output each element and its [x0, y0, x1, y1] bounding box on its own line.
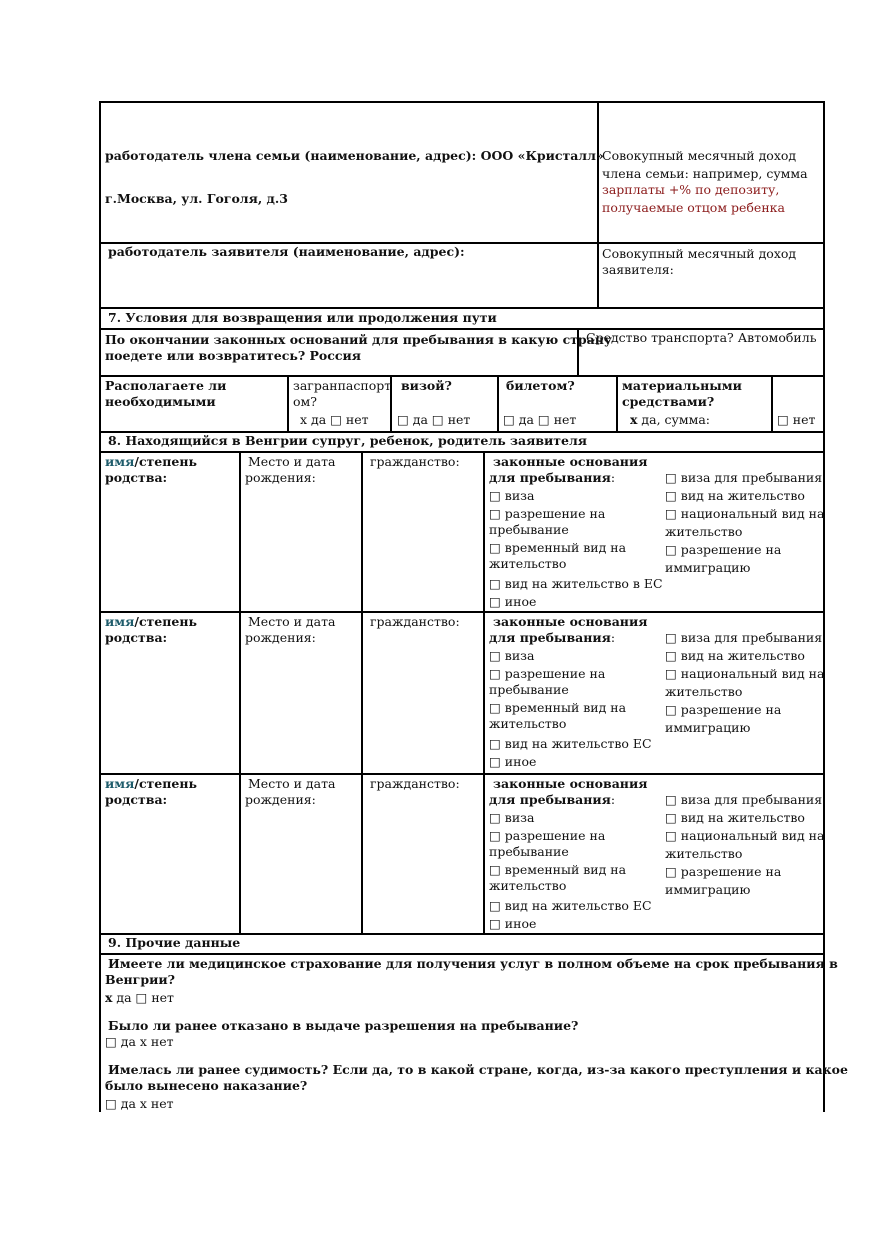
option-national-residence[interactable]: □ национальный вид на [665, 666, 825, 681]
option-immigration-2: иммиграцию [665, 720, 751, 735]
visa-label: визой? [401, 378, 452, 393]
option-immigration[interactable]: □ разрешение на [665, 864, 782, 879]
option-temporary-residence[interactable]: □ временный вид на [489, 862, 627, 877]
legal-grounds-label-2 [489, 791, 615, 808]
option-immigration-2: иммиграцию [665, 882, 751, 897]
grounds-stay: для пребывания [489, 470, 611, 485]
relative-name-label [105, 453, 197, 470]
option-stay-visa[interactable]: □ виза для пребывания [665, 630, 823, 645]
legal-grounds-label: законные основания [493, 776, 648, 791]
insurance-checkbox[interactable] [105, 989, 174, 1006]
employer-family-label: работодатель члена семьи (наименование, адрес): ООО «Кристалл» [105, 148, 604, 163]
ticket-label: билетом? [506, 378, 575, 393]
grounds-colon: : [610, 470, 616, 485]
refusal-question: Было ли ранее отказано в выдаче разрешения на пребывание? [108, 1018, 579, 1033]
grounds-stay: для пребывания [489, 792, 611, 807]
legal-grounds-label-2 [489, 629, 615, 646]
return-country-answer: поедете или возвратитесь? Россия [105, 348, 361, 363]
option-other[interactable]: □ иное [489, 594, 537, 609]
option-national-residence-2: жительство [665, 684, 743, 699]
kinship-label: родства: [105, 470, 168, 485]
grounds-colon: : [610, 630, 616, 645]
passport-checkbox[interactable]: х да □ нет [300, 412, 369, 427]
option-stay-visa[interactable]: □ виза для пребывания [665, 792, 823, 807]
birth-place-label: Место и дата [248, 776, 336, 791]
relative-name-label [105, 775, 197, 792]
option-eu-residence[interactable]: □ вид на жительство в ЕС [489, 576, 663, 591]
name-word: имя [105, 614, 135, 629]
section-7-title: 7. Условия для возвращения или продолжения пути [108, 310, 497, 325]
insurance-question: Имеете ли медицинское страхование для получения услуг в полном объеме на срок пребывания в [108, 956, 838, 971]
section-8-title: 8. Находящийся в Венгрии супруг, ребенок, родитель заявителя [108, 433, 588, 448]
means-answer: да, сумма: [637, 412, 710, 427]
birth-place-label: Место и дата [248, 454, 336, 469]
option-temporary-residence-2: жительство [489, 878, 567, 893]
kinship-label: родства: [105, 630, 168, 645]
means-checkbox[interactable] [630, 411, 710, 428]
means-label-2: средствами? [622, 394, 715, 409]
conviction-question-2: было вынесено наказание? [105, 1078, 308, 1093]
option-other[interactable]: □ иное [489, 754, 537, 769]
birth-date-label: рождения: [245, 630, 316, 645]
option-temporary-residence-2: жительство [489, 716, 567, 731]
birth-date-label: рождения: [245, 792, 316, 807]
option-visa[interactable]: □ виза [489, 488, 535, 503]
option-national-residence[interactable]: □ национальный вид на [665, 506, 825, 521]
option-temporary-residence[interactable]: □ временный вид на [489, 540, 627, 555]
employer-applicant-label: работодатель заявителя (наименование, адрес): [108, 244, 465, 259]
income-family-label: Совокупный месячный доход [602, 148, 797, 163]
option-visa[interactable]: □ виза [489, 810, 535, 825]
option-national-residence-2: жительство [665, 846, 743, 861]
option-immigration-2: иммиграцию [665, 560, 751, 575]
kinship-word: /степень [134, 776, 197, 791]
income-family-label-2: члена семьи: например, сумма [602, 166, 808, 181]
passport-label-2: ом? [293, 394, 317, 409]
legal-grounds-label: законные основания [493, 454, 648, 469]
grounds-colon: : [610, 792, 616, 807]
option-permanent-residence[interactable]: □ вид на жительство [665, 488, 805, 503]
refusal-checkbox[interactable]: □ да х нет [105, 1034, 174, 1049]
option-other[interactable]: □ иное [489, 916, 537, 931]
insurance-answer: да □ нет [112, 990, 174, 1005]
option-temporary-residence-2: жительство [489, 556, 567, 571]
kinship-label: родства: [105, 792, 168, 807]
option-immigration[interactable]: □ разрешение на [665, 702, 782, 717]
transport-field: Средство транспорта? Автомобиль [586, 330, 817, 345]
option-residence-permit-2: пребывание [489, 844, 569, 859]
option-national-residence-2: жительство [665, 524, 743, 539]
means-no-checkbox[interactable]: □ нет [777, 412, 816, 427]
insurance-question-2: Венгрии? [105, 972, 175, 987]
income-applicant-label-2: заявителя: [602, 262, 674, 277]
return-country-question: По окончании законных оснований для пребывания в какую страну [105, 332, 612, 347]
name-word: имя [105, 776, 135, 791]
citizenship-label: гражданство: [370, 614, 460, 629]
visa-checkbox[interactable]: □ да □ нет [397, 412, 471, 427]
section-9-title: 9. Прочие данные [108, 935, 241, 950]
name-word: имя [105, 454, 135, 469]
option-residence-permit-2: пребывание [489, 522, 569, 537]
citizenship-label: гражданство: [370, 454, 460, 469]
passport-label: загранпаспорт [293, 378, 392, 393]
option-residence-permit[interactable]: □ разрешение на [489, 506, 606, 521]
conviction-question: Имелась ли ранее судимость? Если да, то в какой стране, когда, из-за какого преступления и какое [108, 1062, 848, 1077]
birth-place-label: Место и дата [248, 614, 336, 629]
relative-name-label [105, 613, 197, 630]
option-immigration[interactable]: □ разрешение на [665, 542, 782, 557]
option-residence-permit[interactable]: □ разрешение на [489, 828, 606, 843]
option-eu-residence[interactable]: □ вид на жительство ЕС [489, 736, 652, 751]
legal-grounds-label-2 [489, 469, 615, 486]
option-permanent-residence[interactable]: □ вид на жительство [665, 810, 805, 825]
option-stay-visa[interactable]: □ виза для пребывания [665, 470, 823, 485]
ticket-checkbox[interactable]: □ да □ нет [503, 412, 577, 427]
have-label-2: необходимыми [105, 394, 216, 409]
option-residence-permit[interactable]: □ разрешение на [489, 666, 606, 681]
insurance-mark: х [105, 990, 113, 1005]
citizenship-label: гражданство: [370, 776, 460, 791]
grounds-stay: для пребывания [489, 630, 611, 645]
means-label: материальными [622, 378, 742, 393]
means-mark: х [630, 412, 638, 427]
option-eu-residence[interactable]: □ вид на жительство ЕС [489, 898, 652, 913]
option-visa[interactable]: □ виза [489, 648, 535, 663]
birth-date-label: рождения: [245, 470, 316, 485]
option-residence-permit-2: пребывание [489, 682, 569, 697]
income-applicant-label: Совокупный месячный доход [602, 246, 797, 261]
income-family-example-2: получаемые отцом ребенка [602, 200, 785, 215]
option-national-residence[interactable]: □ национальный вид на [665, 828, 825, 843]
kinship-word: /степень [134, 614, 197, 629]
option-permanent-residence[interactable]: □ вид на жительство [665, 648, 805, 663]
option-temporary-residence[interactable]: □ временный вид на [489, 700, 627, 715]
conviction-checkbox[interactable]: □ да х нет [105, 1096, 174, 1111]
income-family-example: зарплаты +% по депозиту, [602, 182, 780, 197]
have-label: Располагаете ли [105, 378, 227, 393]
legal-grounds-label: законные основания [493, 614, 648, 629]
employer-family-address: г.Москва, ул. Гоголя, д.3 [105, 191, 288, 206]
kinship-word: /степень [134, 454, 197, 469]
